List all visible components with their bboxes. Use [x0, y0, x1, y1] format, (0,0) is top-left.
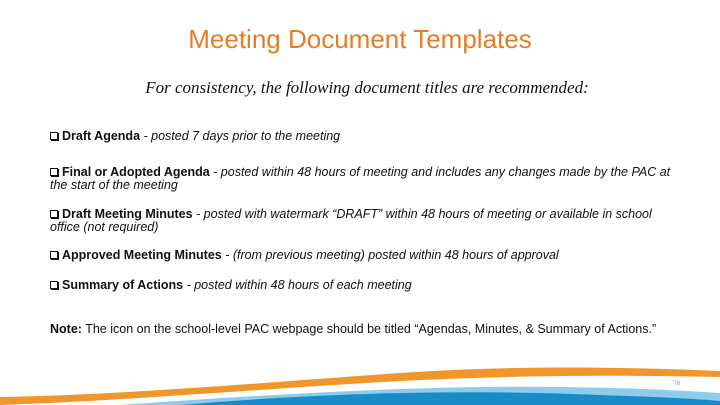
item-label: Approved Meeting Minutes — [62, 248, 222, 262]
list-item — [50, 130, 680, 143]
checkbox-icon — [50, 281, 58, 289]
item-label: Draft Agenda — [62, 129, 141, 143]
list-item — [50, 249, 680, 262]
item-label: Summary of Actions — [62, 278, 184, 292]
note — [50, 322, 690, 336]
note-text: The icon on the school-level PAC webpage should be titled “Agendas, Minutes, & Summary of Actions.” — [81, 322, 657, 336]
item-description: - posted 7 days prior to the meeting — [140, 129, 341, 143]
checkbox-icon — [50, 251, 58, 259]
slide-subtitle: For consistency, the following document titles are recommended: — [145, 78, 589, 97]
item-description: - posted with watermark “DRAFT” within 48 hours of meeting or available in school office (not required) — [50, 207, 652, 234]
item-description: - posted within 48 hours of meeting and includes any changes made by the PAC at the start of the meeting — [50, 165, 671, 192]
list-item — [50, 166, 680, 192]
page-number: 76 — [673, 381, 680, 387]
checkbox-icon — [50, 132, 58, 140]
checkbox-icon — [50, 168, 58, 176]
slide-title: Meeting Document Templates — [188, 24, 532, 54]
list-item — [50, 279, 680, 292]
item-label: Draft Meeting Minutes — [62, 207, 193, 221]
item-description: - posted within 48 hours of each meeting — [183, 278, 412, 292]
item-description: - (from previous meeting) posted within 48 hours of approval — [221, 248, 559, 262]
checkbox-icon — [50, 210, 58, 218]
item-label: Final or Adopted Agenda — [62, 165, 210, 179]
note-label: Note: — [50, 322, 82, 336]
list-item — [50, 208, 680, 234]
footer-waves — [0, 355, 720, 405]
